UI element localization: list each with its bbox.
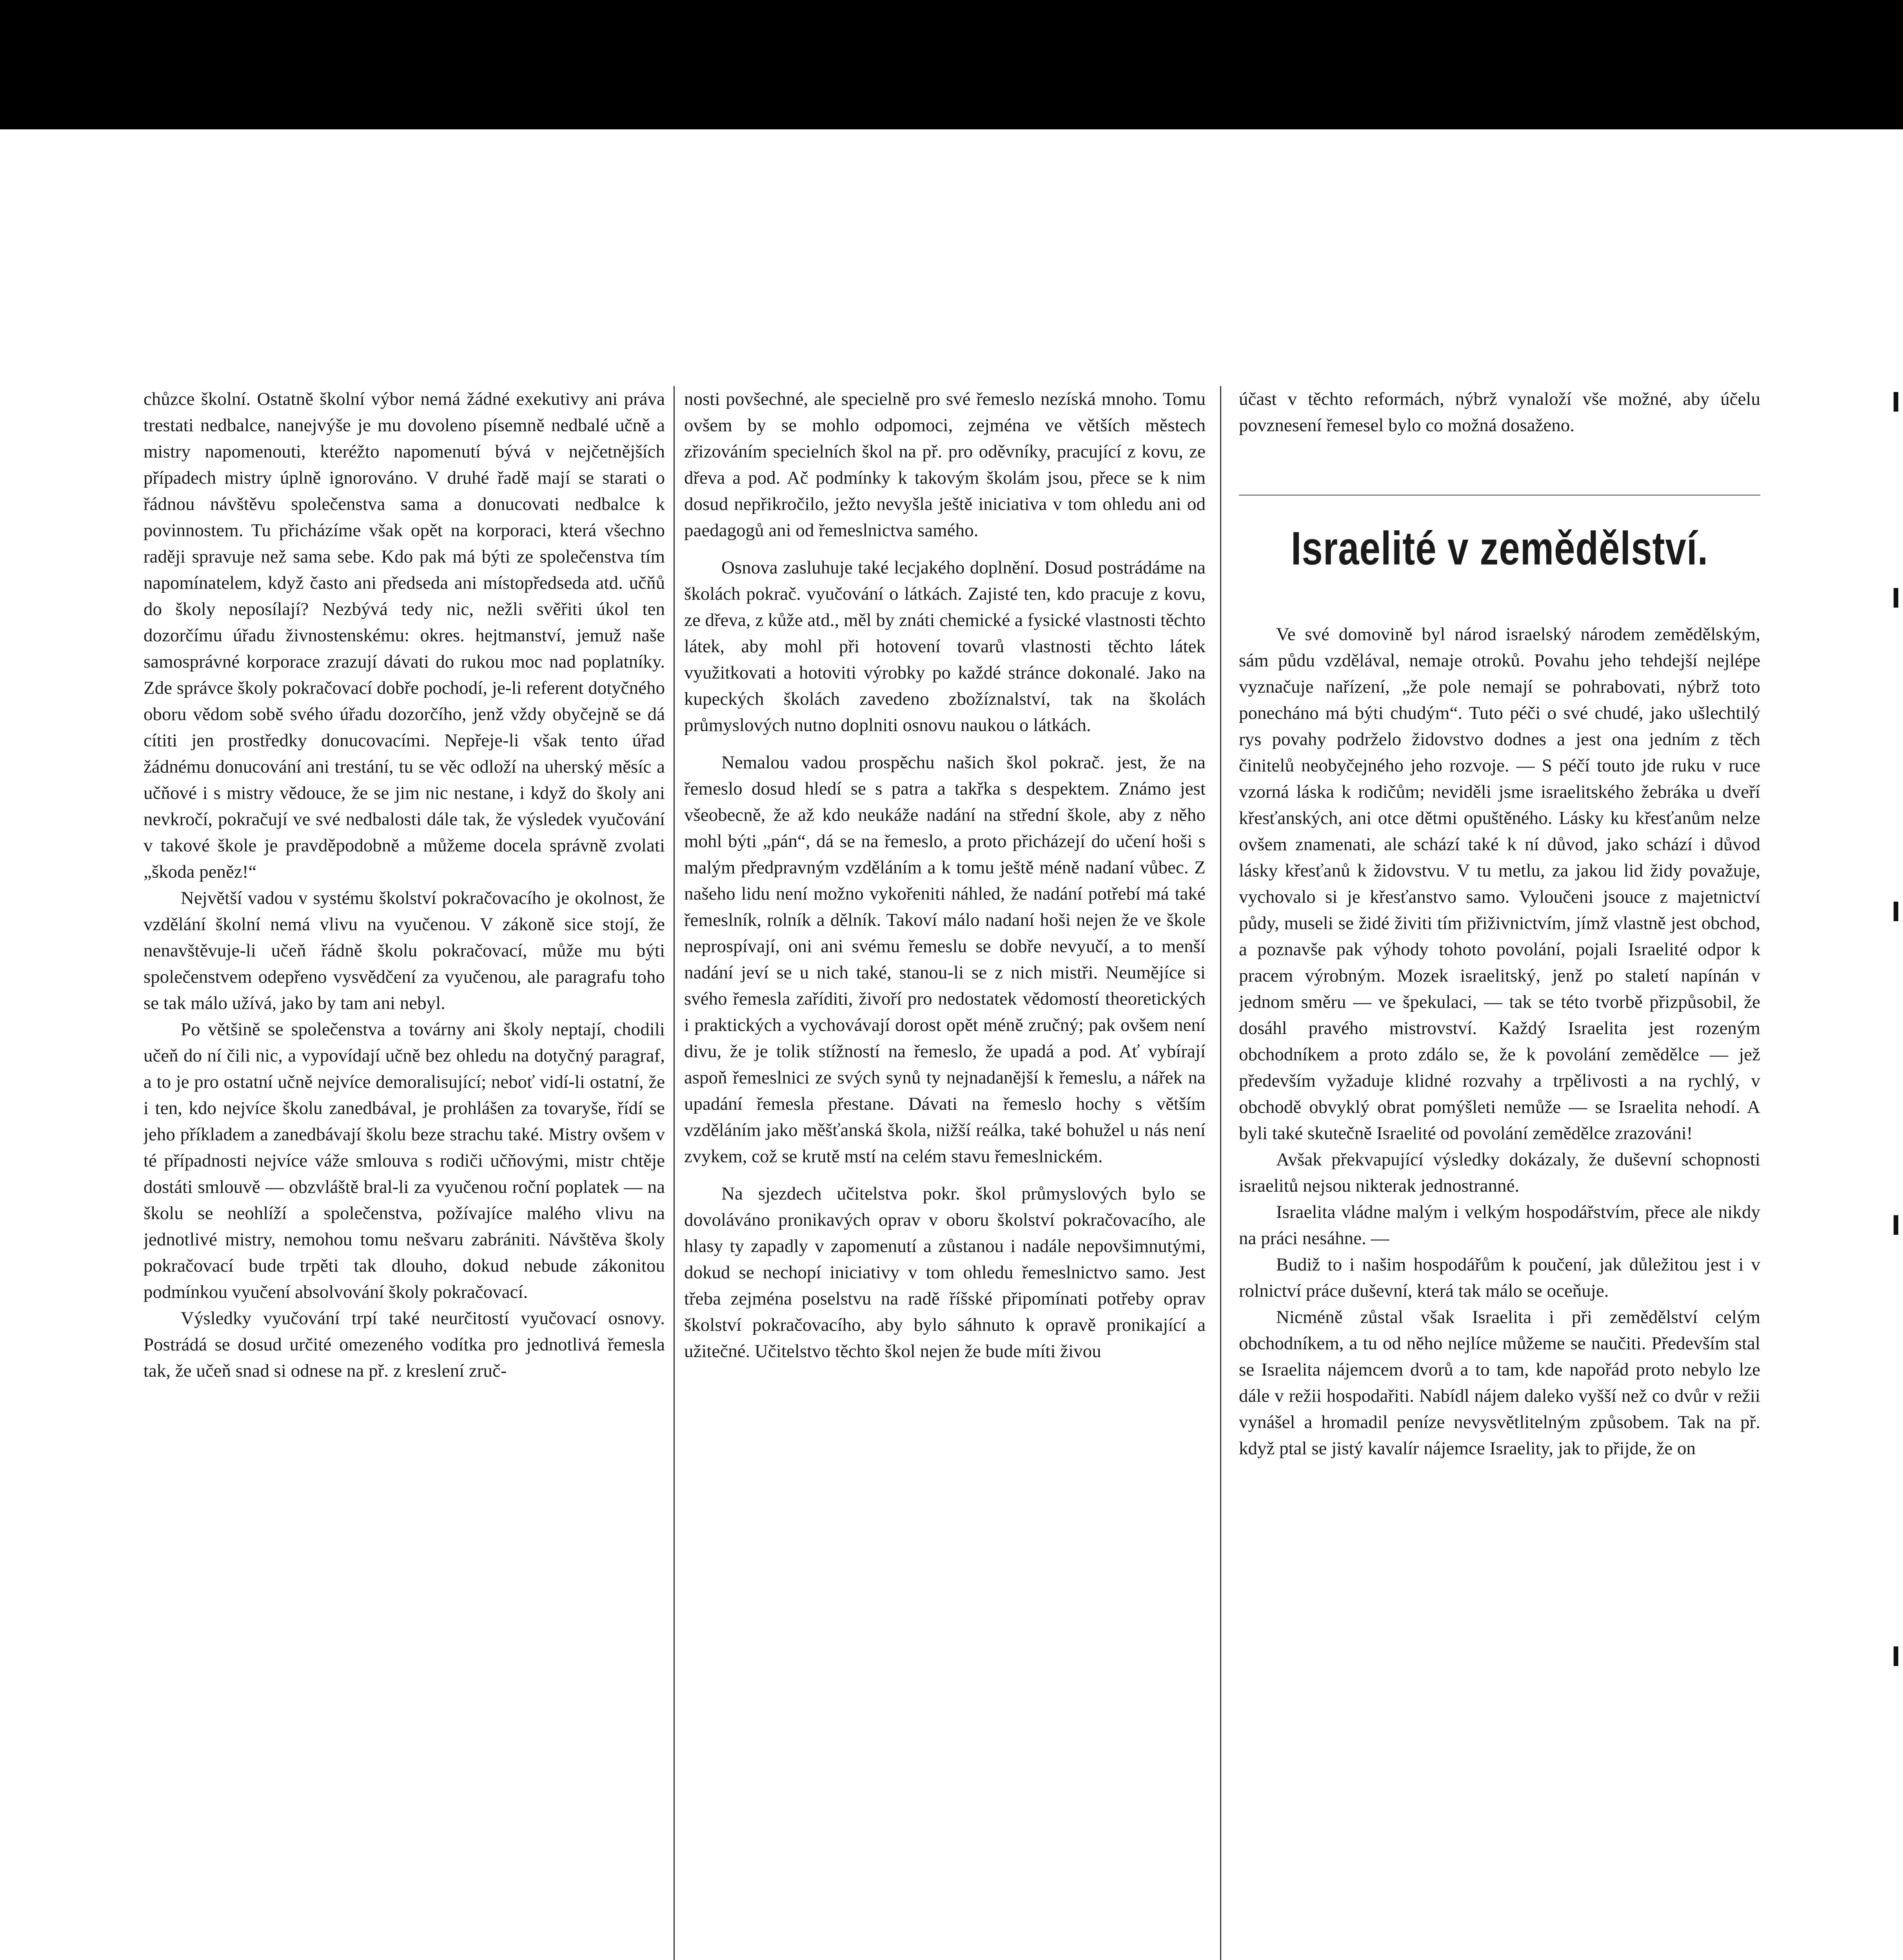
column-divider	[1220, 386, 1221, 1960]
upper-column-middle	[684, 386, 1206, 1960]
adjacent-page-edge	[1894, 588, 1898, 608]
upper-column-right-top	[1239, 386, 1760, 512]
upper-column-left	[143, 386, 665, 1960]
paragraph: Budiž to i našim hospodářům k poučení, jak důležitou jest i v rolnictví práce duševní, která tak málo se oceňuje.	[1239, 1254, 1760, 1301]
upper-column-right	[1239, 621, 1760, 1960]
paragraph: Na sjezdech učitelstva pokr. škol průmyslových bylo se dovoláváno pronikavých oprav v oboru školství pokračovacího, ale hlasy ty zapadly v zapomenutí a zůstanou i nadále nepovšimnutými, dokud se nechopí iniciativy v tom ohledu řemeslnictvo samo. Jest třeba zejména poselstvu na radě říšské připomínati potřeby oprav školství pokračovacího, aby bylo sáhnuto k opravě pronikající a užitečné. Učitelstvo těchto škol nejen že bude míti živou	[684, 1183, 1206, 1361]
paragraph: Osnova zasluhuje také lecjakého doplnění. Dosud postrádáme na školách pokrač. vyučování o látkách. Zajisté ten, kdo pracuje z kovu, ze dřeva, z kůže atd., měl by znáti chemické a fysické vlastnosti těchto látek, aby mohl při hotovení tovarů vlastnosti těchto látek využitkovati a hotoviti výrobky po každé stránce dokonalé. Jako na kupeckých školách zavedeno zbožíznalství, tak na školách průmyslových nutno doplniti osnovu naukou o látkách.	[684, 557, 1206, 735]
paragraph: účast v těchto reformách, nýbrž vynaloží vše možné, aby účelu povznesení řemesel bylo co možná dosaženo.	[1239, 389, 1760, 436]
paragraph: Výsledky vyučování trpí také neurčitostí vyučovací osnovy. Postrádá se dosud určité omezeného vodítka pro jednotlivá řemesla tak, že učeň snad si odnese na př. z kreslení zruč-	[143, 1308, 665, 1381]
paragraph: Avšak překvapující výsledky dokázaly, že duševní schopnosti israelitů nejsou nikterak jednostranné.	[1239, 1149, 1760, 1196]
paragraph: Ve své domovině byl národ israelský národem zemědělským, sám půdu vzdělával, nemaje otroků. Povahu jeho tehdejší nejlépe vyznačuje nařízení, „že pole nemají se pohrabovati, nýbrž toto ponecháno má býti chudým“. Tuto péči o své chudé, jako ušlechtilý rys povahy podrželo židovstvo dodnes a jest ona jedním z těch činitelů neobyčejného jeho rozvoje. — S péčí touto jde ruku v ruce vzorná láska k rodičům; neviděli jsme israelitského žebráka u dveří křesťanských, ani otce dětmi opuštěného. Lásky ku křesťanům nelze ovšem znamenati, ale schází také k ní důvod, jako schází i důvod lásky křesťanů k židovstvu. V tu metlu, za jakou lid židy považuje, vychovalo si je křesťanstvo samo. Vyloučeni jsouce z majetnictví půdy, museli se židé živiti tím přiživnictvím, jímž vlastně jest obchod, a poznavše pak výhody tohoto povolání, pojali Israelité odpor k pracem výrobným. Mozek israelitský, jenž po staletí napínán v jednom směru — ve špekulaci, — tak se této tvorbě přizpůsobil, že dosáhl pravého mistrovství. Každý Israelita jest rozeným obchodníkem a proto zdálo se, že k povolání zemědělce — jež především vyžaduje klidné rozvahy a trpělivosti a na rychlý, v obchodě obvyklý obrat pomýšleti nemůže — se Israelita nehodí. A byli také skutečně Israelité od povolání zemědělce zrazováni!	[1239, 624, 1760, 1143]
adjacent-page-edge	[1894, 392, 1898, 412]
paragraph: Největší vadou v systému školství pokračovacího je okolnost, že vzdělání školní nemá vlivu na vyučenou. V zákoně sice stojí, že nenavštěvuje-li učeň řádně školu pokračovací, může mu býti společenstvem odepřeno vysvědčení za vyučenou, ale paragrafu toho se tak málo užívá, jako by tam ani nebyl.	[143, 888, 665, 1013]
scan-black-border	[0, 0, 1903, 129]
article-heading: Israelité v zemědělství.	[1291, 522, 1709, 575]
adjacent-page-edge	[1894, 902, 1898, 921]
paragraph: Nemalou vadou prospěchu našich škol pokrač. jest, že na řemeslo dosud hledí se s patra a takřka s despektem. Známo jest všeobecně, že až kdo neukáže nadání na střední škole, aby z něho mohl býti „pán“, dá se na řemeslo, a proto přicházejí do učení hoši s malým předpravným vzděláním a k tomu ještě méně nadaní vůbec. Z našeho lidu není možno vykořeniti náhled, že nadání potřebí má také řemeslník, rolník a dělník. Takoví málo nadaní hoši nejen že ve škole neprospívají, oni ani svému řemeslu se dobře nevyučí, a to menší nadání jeví se u nich také, stanou-li se z nich mistři. Neumějíce si svého řemesla zaříditi, živoří pro nedostatek vědomostí theoretických i praktických a vychovávají dorost opět méně zručný; pak ovšem není divu, že je tolik stížností na řemeslo, že upadá a pod. Ať vybírají aspoň řemeslnici ze svých synů ty nejnadanější k řemeslu, a nářek na upadání řemesla přestane. Dávati na řemeslo hochy s větším vzděláním jako měšťanská škola, nižší reálka, také bohužel u nás není zvykem, což se krutě mstí na celém stavu řemeslnickém.	[684, 752, 1206, 1167]
paragraph: Israelita vládne malým i velkým hospodářstvím, přece ale nikdy na práci nesáhne. —	[1239, 1202, 1760, 1249]
adjacent-page-edge	[1894, 1646, 1898, 1666]
paragraph: Nicméně zůstal však Israelita i při zemědělství celým obchodníkem, a tu od něho nejlíce můžeme se naučiti. Především stal se Israelita nájemcem dvorů a to tam, kde napořád proto nebylo lze dále v režii hospodařiti. Nabídl nájem daleko vyšší než co dvůr v režii vynášel a hromadil peníze nevysvětlitelným způsobem. Tak na př. když ptal se jistý kavalír nájemce Israelity, jak to přijde, že on	[1239, 1307, 1760, 1459]
column-divider	[674, 386, 675, 1960]
adjacent-page-edge	[1894, 1215, 1898, 1235]
paragraph: Po většině se společenstva a továrny ani školy neptají, chodili učeň do ní čili nic, a vypovídají učně bez ohledu na dotyčný paragraf, a to je pro ostatní učně nejvíce demoralisující; neboť vidí-li ostatní, že i ten, kdo nejvíce školu zanedbával, je prohlášen za tovaryše, řídí se jeho příkladem a zanedbávají školu beze strachu také. Mistry ovšem v té případnosti nejvíce váže smlouva s rodiči učňovými, mistr chtěje dostáti smlouvě — obzvláště bral-li za vyučenou roční poplatek — na školu se neohlíží a společenstva, požívajíce malého vlivu na jednotlivé mistry, nemohou tomu nešvaru zabrániti. Návštěva školy pokračovací bude trpěti tak dlouho, dokud nebude zákonitou podmínkou vyučení absolvování školy pokračovací.	[143, 1019, 665, 1302]
paragraph: nosti povšechné, ale specielně pro své řemeslo nezíská mnoho. Tomu ovšem by se mohlo odpomoci, zejména ve větších městech zřizováním specielních škol na př. pro oděvníky, pracující z kovu, ze dřeva a pod. Ač podmínky k takovým školám jsou, přece se k nim dosud nepřikročilo, ježto nevyšla ještě iniciativa v tom ohledu ani od paedagogů ani od řemeslnictva samého.	[684, 389, 1206, 541]
paragraph: chůzce školní. Ostatně školní výbor nemá žádné exekutivy ani práva trestati nedbalce, nanejvýše je mu dovoleno písemně nedbalé učně a mistry napomenouti, kteréžto napomenutí bývá v nejčetnějších případech mistry úplně ignorováno. V druhé řadě mají se starati o řádnou návštěvu společenstva sama a donucovati nedbalce k povinnostem. Tu přicházíme však opět na korporaci, která všechno raději spravuje než sama sebe. Kdo pak má býti ze společenstva tím napomínatelem, když často ani předseda ani místopředseda atd. učňů do školy neposílají? Nezbývá tedy nic, nežli svěřiti úkol ten dozorčímu úřadu živnostenskému: okres. hejtmanství, jemuž naše samosprávné korporace zrazují dávati do rukou moc nad poplatníky. Zde správce školy pokračovací dobře pochodí, je-li referent dotyčného oboru vědom sobě svého úřadu dozorčího, jenž vždy obyčejně se dá cítiti jen prostředky donucovacími. Nepřeje-li však tento úřad žádnému donucování ani trestání, tu se věc odloží na uherský měsíc a učňové i s mistry vědouce, že se jim nic nestane, i když do školy ani nevkročí, pokračují ve své nedbalosti dále tak, že výsledek vyučování v takové škole je pravděpodobně a můžeme docela správně zvolati „škoda peněz!“	[143, 389, 665, 882]
